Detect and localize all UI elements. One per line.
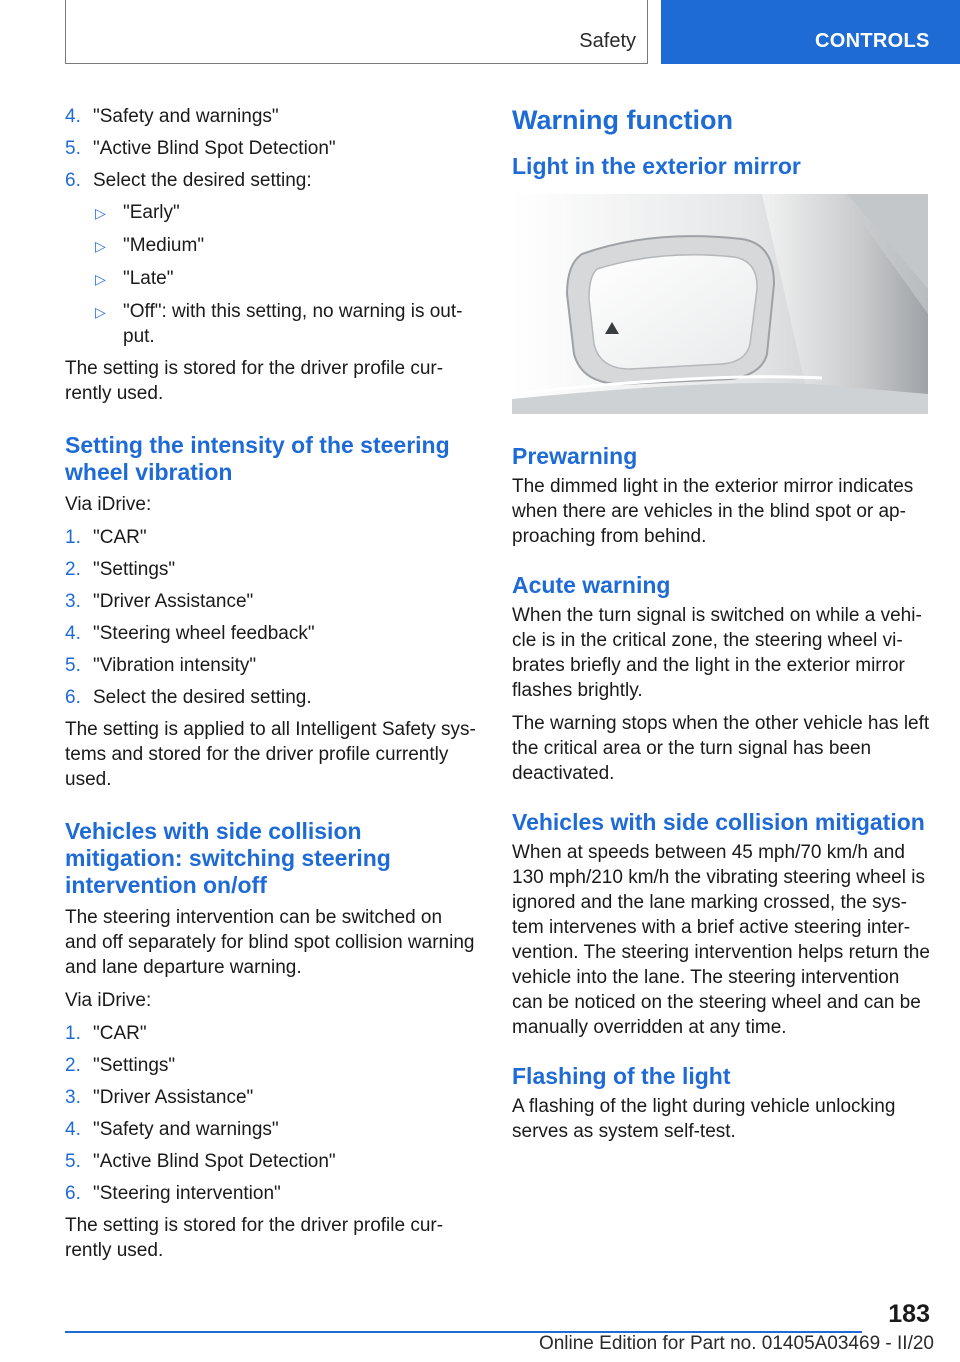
option-item: ▷ "Early" [95, 200, 477, 226]
list-item: 4. "Steering wheel feedback" [65, 623, 315, 644]
left-column [65, 104, 477, 1271]
via-idrive: Via iDrive: [65, 494, 152, 515]
paragraph: When at speeds between 45 mph/70 km/h and 130 mph/210 km/h the vibrating steering wheel is ignored and the lane marking crossed, the system intervenes with a brief active steering intervention. The steering intervention helps return the vehicle into the lane. The steering intervention can be noticed on the steering wheel and can be manually overridden at any time. [512, 842, 930, 1038]
list-item: 5. "Vibration intensity" [65, 655, 257, 676]
triangle-bullet-icon: ▷ [95, 238, 106, 254]
paragraph: The setting is stored for the driver profile currently used. [65, 1215, 444, 1261]
list-item: 2. "Settings" [65, 1055, 176, 1076]
via-idrive: Via iDrive: [65, 990, 152, 1011]
list-item: 4. "Safety and warnings" [65, 106, 279, 127]
heading-side-collision: Vehicles with side collision mitigation [512, 809, 925, 835]
chapter-tab: CONTROLS [661, 0, 960, 64]
edition-note: Online Edition for Part no. 01405A03469 - II/20 [538, 1333, 934, 1354]
list-item: 3. "Driver Assistance" [65, 1087, 254, 1108]
list-item: 6. "Steering intervention" [65, 1183, 281, 1204]
triangle-bullet-icon: ▷ [95, 304, 106, 320]
exterior-mirror-illustration [512, 194, 928, 414]
header-frame [65, 0, 648, 64]
list-item: 1. "CAR" [65, 527, 147, 548]
option-item: ▷ "Medium" [95, 233, 477, 259]
triangle-bullet-icon: ▷ [95, 271, 106, 287]
paragraph: The setting is applied to all Intelligent Safety systems and stored for the driver profile currently used. [65, 719, 476, 790]
list-item: 4. "Safety and warnings" [65, 1119, 279, 1140]
heading-warning-function: Warning function [512, 105, 733, 135]
heading-intensity: Setting the intensity of the steering wheel vibration [65, 432, 450, 485]
list-item: 3. "Driver Assistance" [65, 591, 254, 612]
heading-acute-warning: Acute warning [512, 572, 671, 598]
paragraph: When the turn signal is switched on while a vehicle is in the critical zone, the steering wheel vibrates briefly and the light in the exterior mirror flashes brightly. [512, 605, 922, 701]
paragraph: The setting is stored for the driver profile currently used. [65, 358, 444, 404]
list-item: 6. Select the desired setting. [65, 687, 312, 708]
paragraph: The steering intervention can be switched on and off separately for blind spot collision warning and lane departure warning. [65, 907, 475, 978]
paragraph: A flashing of the light during vehicle unlocking serves as system self-test. [512, 1096, 896, 1142]
paragraph: The warning stops when the other vehicle has left the critical area or the turn signal has been deactivated. [512, 713, 930, 784]
option-item: ▷ "Off": with this setting, no warning is output. [95, 301, 463, 347]
heading-steering-intervention: Vehicles with side collision mitigation: switching steering intervention on/off [65, 818, 391, 898]
page-number: 183 [888, 1300, 930, 1328]
heading-light-in-mirror: Light in the exterior mirror [512, 153, 801, 179]
triangle-bullet-icon: ▷ [95, 205, 106, 221]
section-title: Safety [579, 30, 636, 52]
option-item: ▷ "Late" [95, 266, 477, 292]
list-item: 5. "Active Blind Spot Detection" [65, 138, 336, 159]
list-item: 6. Select the desired setting: [65, 170, 312, 191]
list-item: 5. "Active Blind Spot Detection" [65, 1151, 336, 1172]
right-column [512, 104, 930, 1152]
list-item: 2. "Settings" [65, 559, 176, 580]
list-item: 1. "CAR" [65, 1023, 147, 1044]
heading-prewarning: Prewarning [512, 443, 638, 469]
heading-flashing-light: Flashing of the light [512, 1063, 731, 1089]
paragraph: The dimmed light in the exterior mirror indicates when there are vehicles in the blind spot or approaching from behind. [512, 476, 914, 547]
